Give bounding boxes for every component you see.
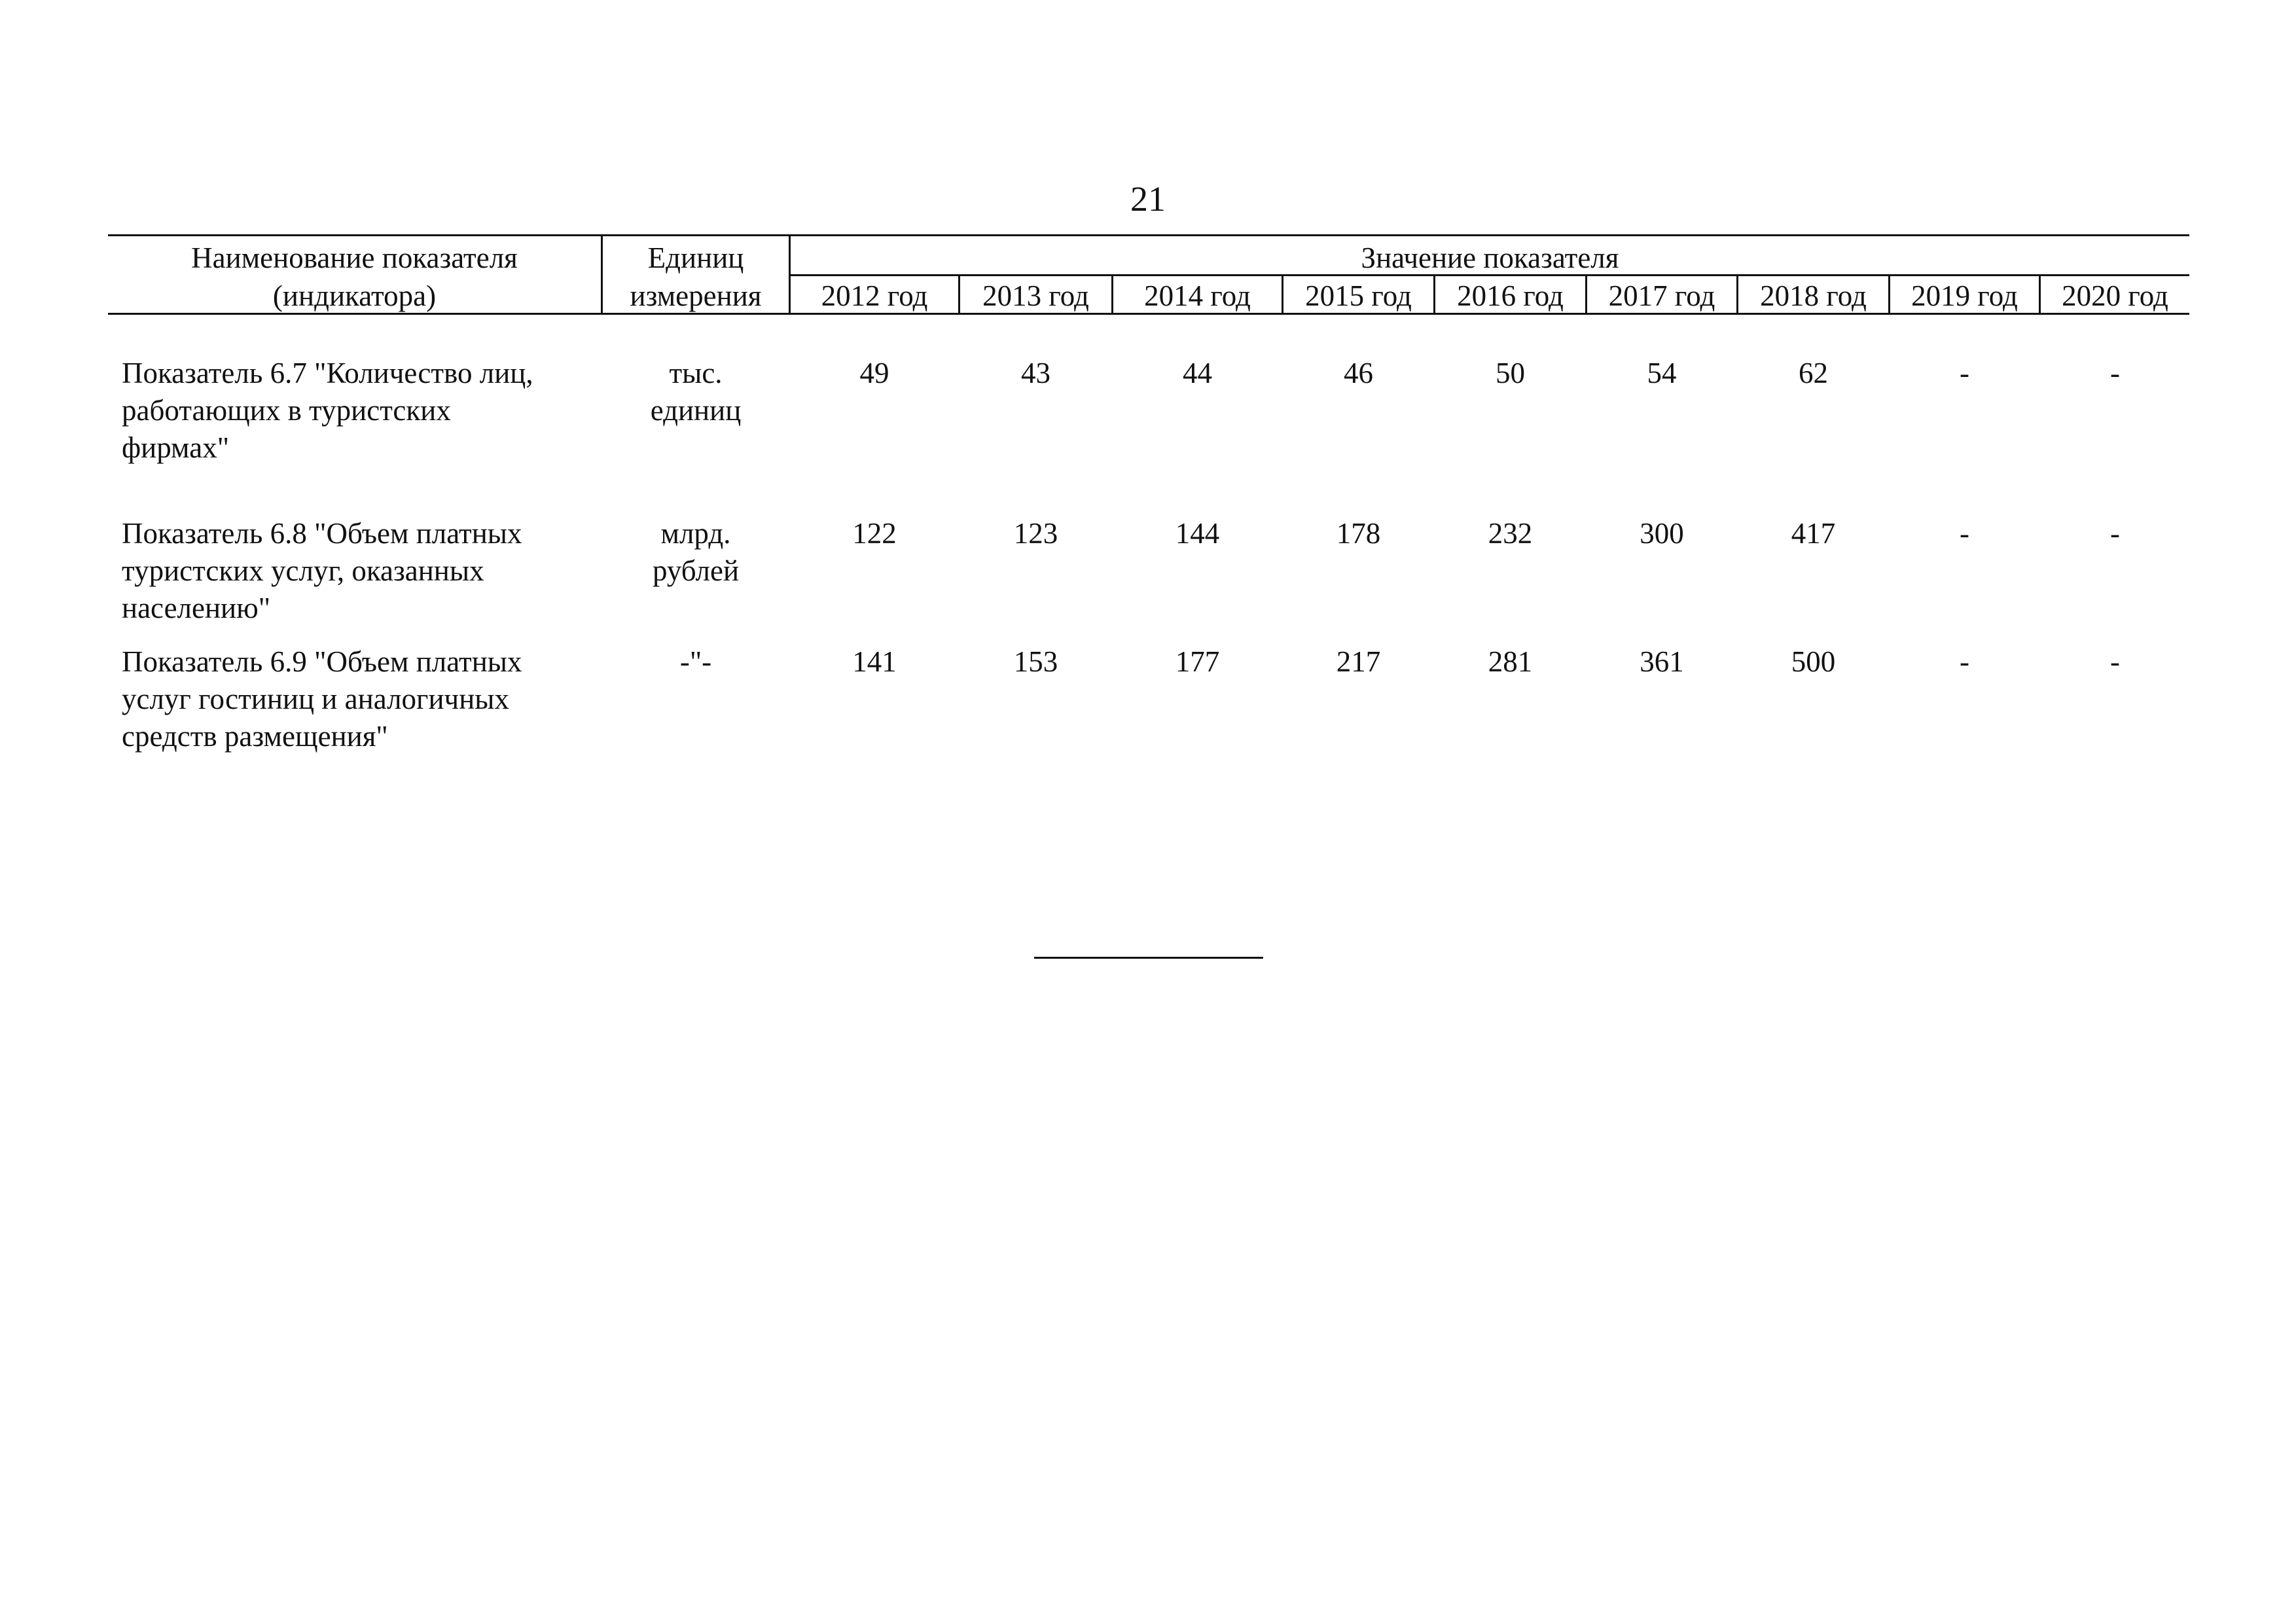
unit-line: млрд.	[660, 517, 731, 550]
header-name-line2: (индикатора)	[272, 279, 437, 312]
value-cell: 300	[1640, 517, 1684, 550]
header-year: 2016 год	[1457, 279, 1564, 312]
value-cell: 62	[1799, 357, 1828, 389]
value-cell: -	[2110, 517, 2120, 550]
value-cell: 144	[1175, 517, 1220, 550]
end-of-document-rule	[1034, 957, 1263, 959]
unit-line: тыс.	[669, 357, 723, 389]
value-cell: -	[2110, 645, 2120, 678]
indicator-name-line: Показатель 6.7 "Количество лиц,	[122, 357, 533, 389]
header-year: 2019 год	[1911, 279, 2018, 312]
header-unit-line1: Единиц	[647, 241, 744, 274]
value-cell: 50	[1496, 357, 1525, 389]
value-cell: 177	[1175, 645, 1220, 678]
value-cell: 417	[1791, 517, 1836, 550]
value-cell: 141	[852, 645, 897, 678]
header-name-line1: Наименование показателя	[191, 241, 518, 274]
header-year: 2015 год	[1305, 279, 1412, 312]
header-year: 2012 год	[821, 279, 928, 312]
value-cell: -	[1960, 517, 1969, 550]
indicator-name-line: Показатель 6.9 "Объем платных	[122, 645, 522, 678]
value-cell: 232	[1488, 517, 1533, 550]
indicator-name-line: туристских услуг, оказанных	[122, 554, 484, 587]
header-year: 2018 год	[1760, 279, 1867, 312]
header-year: 2020 год	[2062, 279, 2168, 312]
header-values-title: Значение показателя	[1361, 241, 1619, 274]
indicator-name-line: Показатель 6.8 "Объем платных	[122, 517, 522, 550]
value-cell: 217	[1336, 645, 1381, 678]
header-year: 2017 год	[1608, 279, 1715, 312]
value-cell: 361	[1640, 645, 1684, 678]
page-number: 21	[1130, 179, 1166, 219]
value-cell: 281	[1488, 645, 1533, 678]
unit-line: рублей	[652, 554, 740, 587]
value-cell: 44	[1183, 357, 1212, 389]
indicator-name-line: населению"	[122, 592, 271, 624]
indicator-name-line: фирмах"	[122, 431, 230, 464]
header-year: 2014 год	[1144, 279, 1251, 312]
value-cell: 500	[1791, 645, 1836, 678]
header-unit-line2: измерения	[630, 279, 762, 312]
indicator-name-line: услуг гостиниц и аналогичных	[122, 683, 510, 715]
value-cell: 153	[1013, 645, 1058, 678]
value-cell: -	[1960, 357, 1969, 389]
value-cell: -	[1960, 645, 1969, 678]
unit-line: -"-	[679, 645, 712, 678]
value-cell: 178	[1336, 517, 1381, 550]
value-cell: -	[2110, 357, 2120, 389]
indicator-name-line: работающих в туристских	[122, 394, 451, 427]
unit-line: единиц	[650, 394, 742, 427]
value-cell: 46	[1344, 357, 1373, 389]
value-cell: 54	[1647, 357, 1677, 389]
value-cell: 123	[1013, 517, 1058, 550]
value-cell: 122	[852, 517, 897, 550]
indicator-name-line: средств размещения"	[122, 720, 388, 753]
header-year: 2013 год	[982, 279, 1089, 312]
value-cell: 49	[859, 357, 889, 389]
table-top-rule	[108, 234, 2189, 236]
value-cell: 43	[1021, 357, 1050, 389]
